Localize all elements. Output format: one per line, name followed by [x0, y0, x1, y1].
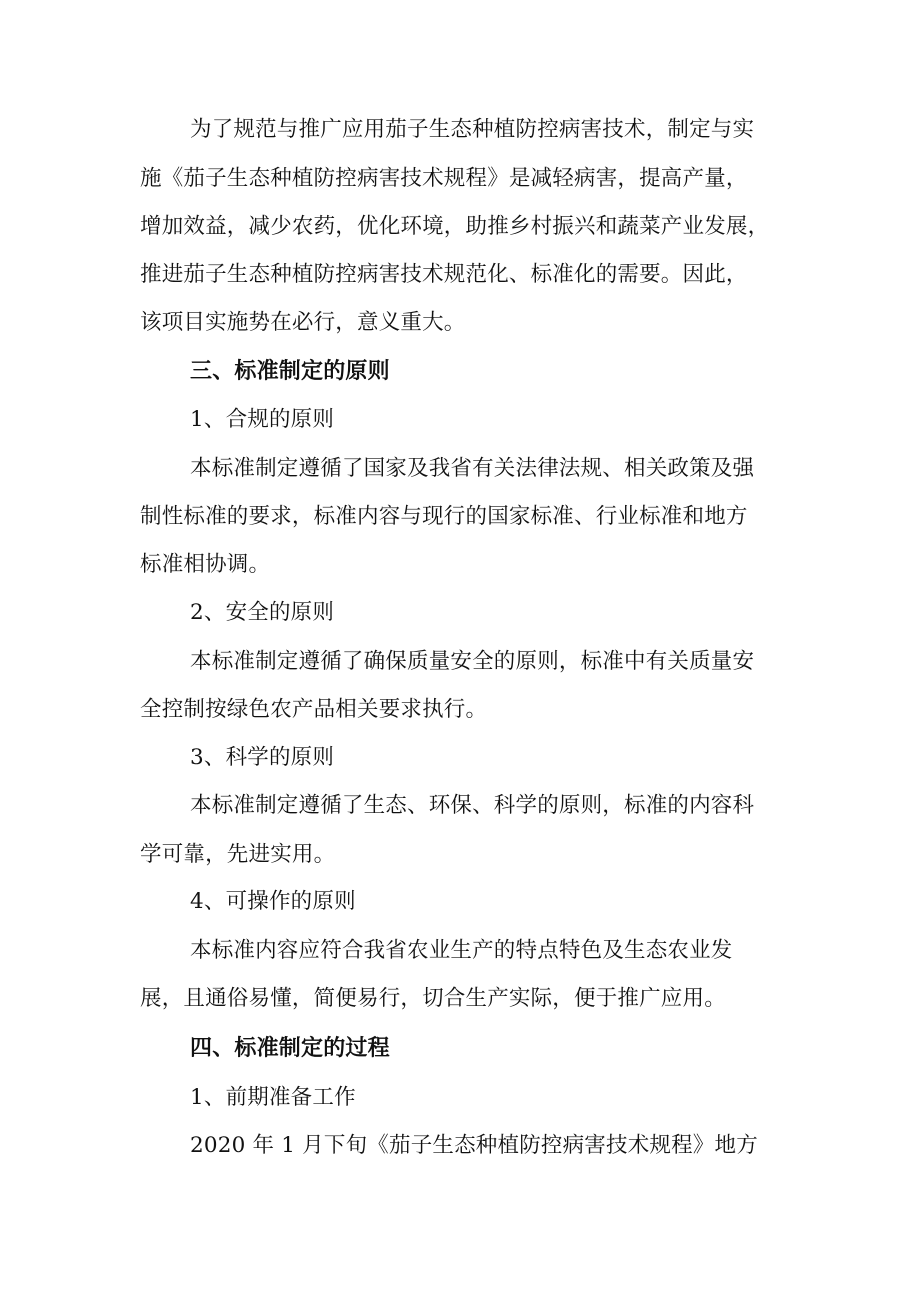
paragraph-line: 本标准制定遵循了国家及我省有关法律法规、相关政策及强: [190, 456, 755, 481]
paragraph-line: 展，且通俗易懂，简便易行，切合生产实际，便于推广应用。: [140, 986, 726, 1011]
paragraph-line: 为了规范与推广应用茄子生态种植防控病害技术，制定与实: [190, 117, 755, 142]
paragraph-line: 本标准制定遵循了生态、环保、科学的原则，标准的内容科: [190, 793, 755, 818]
subsection-title: 3、科学的原则: [190, 745, 335, 770]
paragraph-line: 本标准内容应符合我省农业生产的特点特色及生态农业发: [190, 938, 733, 963]
paragraph-line: 学可靠，先进实用。: [140, 842, 336, 867]
section-heading: 四、标准制定的过程: [190, 1036, 390, 1061]
subsection-title: 1、前期准备工作: [190, 1085, 356, 1110]
subsection-title: 4、可操作的原则: [190, 889, 356, 914]
paragraph-line: 该项目实施势在必行，意义重大。: [140, 310, 466, 335]
paragraph-line: 施《茄子生态种植防控病害技术规程》是减轻病害，提高产量，: [140, 166, 748, 191]
subsection-title: 1、合规的原则: [190, 407, 335, 432]
paragraph-line: 2020 年 1 月下旬《茄子生态种植防控病害技术规程》地方: [190, 1133, 758, 1158]
paragraph-line: 制性标准的要求，标准内容与现行的国家标准、行业标准和地方: [140, 504, 748, 529]
paragraph-line: 全控制按绿色农产品相关要求执行。: [140, 697, 488, 722]
paragraph-line: 标准相协调。: [140, 552, 271, 577]
paragraph-line: 本标准制定遵循了确保质量安全的原则，标准中有关质量安: [190, 649, 755, 674]
paragraph-line: 推进茄子生态种植防控病害技术规范化、标准化的需要。因此，: [140, 262, 748, 287]
paragraph-line: 增加效益，减少农药，优化环境，助推乡村振兴和蔬菜产业发展，: [140, 214, 770, 239]
subsection-title: 2、安全的原则: [190, 600, 335, 625]
section-heading: 三、标准制定的原则: [190, 359, 390, 384]
